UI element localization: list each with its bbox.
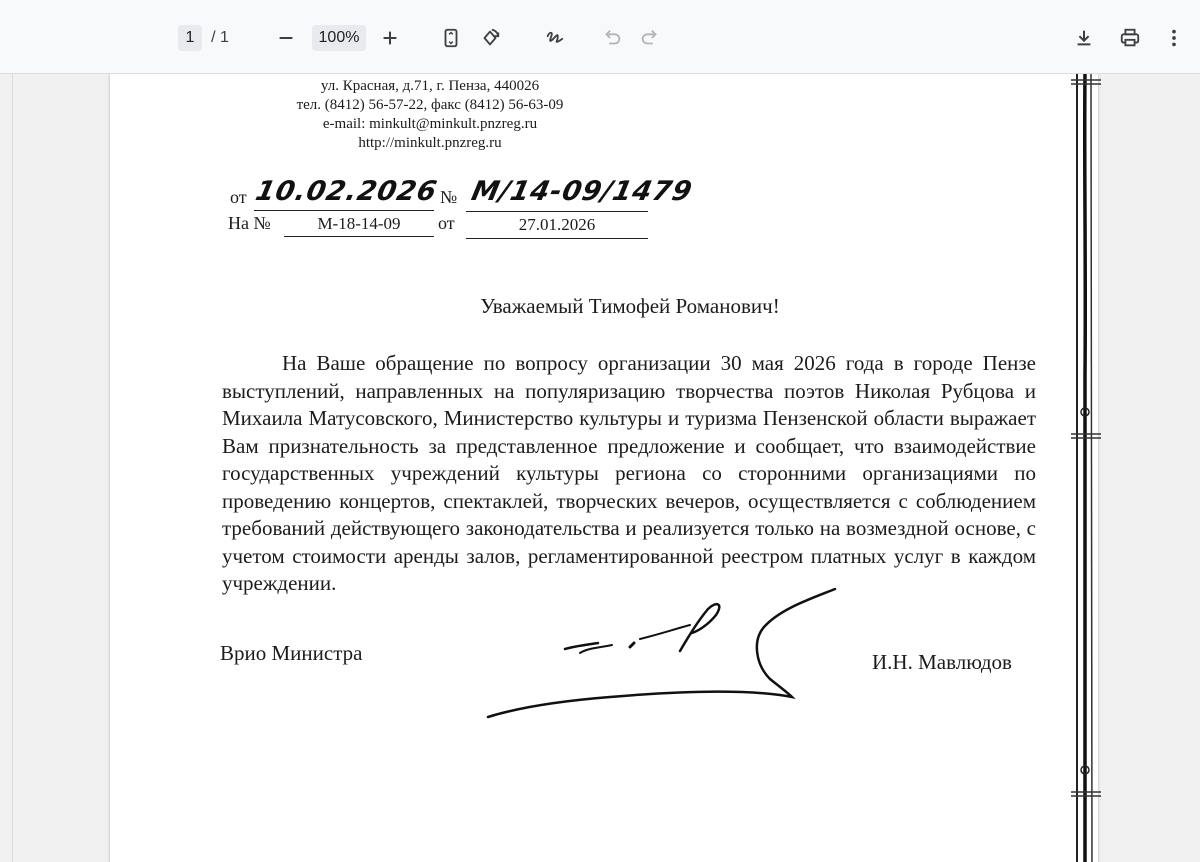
from-label: от — [230, 187, 247, 207]
binding-strip — [1065, 74, 1105, 862]
pdf-toolbar — [0, 0, 1200, 74]
viewport-divider — [12, 74, 13, 862]
letter-body — [222, 350, 1036, 598]
print-button[interactable] — [1112, 20, 1148, 56]
zoom-out-button[interactable] — [268, 20, 304, 56]
annotate-button[interactable] — [537, 20, 573, 56]
rotate-button[interactable] — [472, 20, 508, 56]
ref-number: М-18-14-09 — [317, 214, 401, 233]
handwritten-date: 10.02.2026 — [252, 176, 441, 207]
date-underline — [254, 210, 434, 211]
download-button[interactable] — [1066, 20, 1102, 56]
redo-button[interactable] — [632, 20, 668, 56]
signer-title: Врио Министра — [220, 641, 363, 665]
total-pages: 1 — [220, 29, 229, 46]
redo-icon — [639, 27, 661, 49]
download-icon — [1073, 27, 1095, 49]
signer-name: И.Н. Мавлюдов — [872, 650, 1012, 674]
handwritten-number: М/14-09/1479 — [468, 176, 696, 207]
fit-page-icon — [440, 27, 462, 49]
signature-image — [480, 579, 850, 729]
ref-number-label: На № — [228, 213, 271, 233]
more-actions-button[interactable] — [1156, 20, 1192, 56]
header-email: e-mail: minkult@minkult.pnzreg.ru — [322, 116, 538, 132]
undo-icon — [601, 27, 623, 49]
header-website: http://minkult.pnzreg.ru — [358, 135, 502, 151]
zoom-in-button[interactable] — [372, 20, 408, 56]
rotate-icon — [479, 27, 501, 49]
page-separator: / — [211, 29, 216, 46]
page-number-input[interactable]: 1 — [178, 25, 202, 51]
header-phone: тел. (8412) 56-57-22, факс (8412) 56-63-09 — [296, 97, 564, 113]
fit-to-page-button[interactable] — [433, 20, 469, 56]
number-underline — [466, 211, 648, 212]
annotate-icon — [544, 27, 566, 49]
zoom-level-input[interactable]: 100% — [312, 25, 366, 51]
body-paragraph: На Ваше обращение по вопросу организации 30 мая 2026 года в городе Пензе выступлений, направленных на популяризацию творчества поэтов Николая Рубцова и Михаила Матусовского, Министерство культуры и туризма Пензенской области выражает Вам признательность за представленное предложение и сообщает, что взаимодействие государственных учреждений культуры региона со сторонними организациями по проведению концертов, спектаклей, творческих вечеров, осуществляется с соблюдением требований действующего законодательства и реализуется только на возмездной основе, с учетом стоимости аренды залов, регламентированной реестром платных услуг в каждом учреждении. — [222, 351, 1036, 595]
minus-icon — [275, 27, 297, 49]
ref-number-underline — [284, 236, 434, 237]
page-count — [203, 25, 237, 51]
number-label: № — [440, 187, 458, 207]
header-address: ул. Красная, д.71, г. Пенза, 440026 — [320, 78, 540, 94]
greeting: Уважаемый Тимофей Романович! — [480, 294, 780, 318]
plus-icon — [379, 27, 401, 49]
more-icon — [1163, 27, 1185, 49]
document-page — [110, 74, 1098, 862]
ref-date-underline — [466, 238, 648, 239]
ref-date: 27.01.2026 — [518, 215, 596, 234]
ref-date-label: от — [438, 213, 455, 233]
print-icon — [1119, 27, 1141, 49]
undo-button[interactable] — [594, 20, 630, 56]
document-viewport[interactable] — [0, 74, 1200, 862]
